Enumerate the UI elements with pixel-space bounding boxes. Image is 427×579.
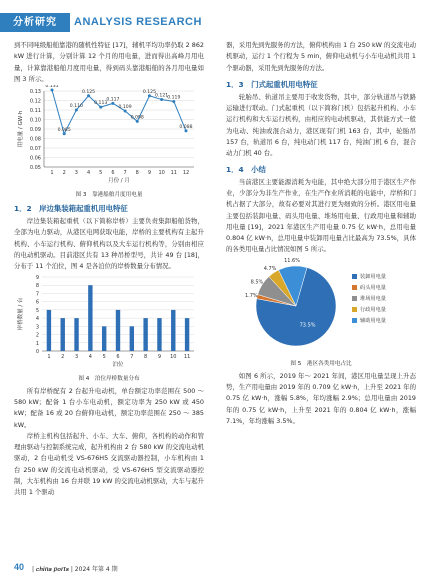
data-label: 0.121 [155, 93, 169, 99]
bar [116, 310, 120, 351]
left-column [14, 40, 204, 499]
y-tick-label: 0.10 [29, 117, 41, 124]
x-tick-label: 8 [144, 353, 148, 360]
data-label: 0.085 [57, 127, 71, 133]
y-tick-label: 0.11 [29, 108, 41, 115]
x-tick-label: 6 [116, 353, 120, 360]
x-tick-label: 2 [61, 353, 65, 360]
slice-label: 1.7% [244, 292, 258, 299]
x-tick-label: 7 [123, 170, 127, 177]
page-header [0, 0, 427, 32]
x-tick-label: 6 [111, 170, 115, 177]
paragraph: 轮胎吊、轨道吊主要用于收发货物，其中，部分轨道吊与铁路运输进行联动。门式起重机（以下简称门机）包括起升机构、小车运行机构和大车运行机构，由相应的电动机驱动，其供能方式一般为电动、纯油或混合动力，港区现有门机 163 台，其中，轮胎吊 157 台，轨道吊 6 台，纯电动门机 117 台，纯油门机 6 台，混合动力门机 40 台。 [226, 92, 416, 158]
x-tick-label: 11 [170, 170, 178, 177]
y-tick-label: 5 [35, 307, 39, 314]
x-tick-label: 10 [158, 170, 165, 177]
bar [74, 318, 78, 351]
slice-label: 4.7% [263, 265, 277, 272]
y-tick-label: 0.05 [29, 165, 41, 172]
x-tick-label: 3 [74, 353, 79, 360]
page-footer [0, 558, 427, 579]
figure-3 [14, 85, 204, 189]
data-label: 0.110 [69, 104, 83, 110]
y-tick-label: 3 [35, 324, 39, 331]
y-tick-label: 0 [35, 348, 39, 355]
x-tick-label: 8 [135, 170, 139, 177]
y-tick-label: 0.07 [29, 146, 41, 153]
berth-crane-bar-chart [14, 273, 204, 369]
y-tick-label: 2 [35, 332, 39, 339]
bar [88, 285, 92, 351]
paragraph: 器，采用先到先服务的方法，俯仰机构由 1 台 250 kW 的交流电动机驱动，运行 1 个行程为 5 min，俯仰电动机与小车电动机共用 1 个驱动器，采用先到先服务的方法。 [226, 41, 416, 72]
figure-5 [226, 256, 416, 358]
legend-label: 装卸用电量 [360, 273, 386, 280]
section-heading: 1．2 岸边集装箱起重机用电特征 [14, 204, 128, 214]
bar [157, 318, 161, 351]
x-tick-label: 4 [86, 170, 91, 177]
slice-label: 73.5% [299, 322, 316, 329]
paragraph: 岸边集装箱起重机（以下简称岸桥）主要负责集卸船舶货物，全部为电力驱动，从港区电网获取电能，岸桥的主要机构有主起升机构、小车运行机构、俯仰机构以及大车运行机构等，分别由相应的电动机驱动。目前港区共有 13 种吊桥型号，共计 49 台 [18]，分布于 11 个泊位，图 4 是各泊位的岸桥数量分布情况。 [14, 217, 204, 271]
bar [143, 318, 147, 351]
figure-caption: 图 4 泊位岸桥数量分布 [78, 375, 140, 382]
section-label: 分析研究 [0, 13, 70, 32]
paragraph: 当前港区主要能源消耗为电能，其中绝大部分用于港区生产作业，少部分为非生产作业，在生产作业所消耗的电能中，岸桥和门机占据了大部分，故有必要对其进行更为细致的分析。港区用电量主要包括装卸电量、码头用电量、堆场用电量、行政用电量和辅助用电量 [19]，2021 年港区生产用电量 0.75 亿 kW·h，总用电量 0.804 亿 kW·h，总用电量中装卸用电量占比最高为 73.5%，具体的各类用电量占比情况如图 5 所示。 [226, 177, 416, 254]
x-axis-title: 月份 / 月 [108, 178, 130, 185]
y-tick-label: 1 [35, 340, 39, 347]
x-tick-label: 9 [157, 353, 162, 360]
bar [61, 318, 65, 351]
y-tick-label: 6 [35, 299, 39, 306]
y-tick-label: 4 [35, 315, 39, 322]
bar [171, 310, 175, 351]
x-tick-label: 12 [182, 170, 190, 177]
paragraph: 如图 6 所示，2019 年～ 2021 年间，港区用电量呈现上升态势，生产用电量由 2019 年的 0.709 亿 kW·h，上升至 2021 年的 0.75 亿 kW·h，涨幅 5.8%，年均涨幅 2.9%；总用电量由 2019 年的 0.75 亿 kW·h，上升至 2021 年的 0.804 亿 kW·h，涨幅 7.1%，年均涨幅 3.5%。 [226, 371, 416, 425]
x-tick-label: 5 [99, 170, 103, 177]
section-heading: 1．4 小结 [226, 164, 266, 174]
x-tick-label: 3 [74, 170, 78, 177]
paragraph: 到不同吨级船舶靠港的随机性特征 [17]，辅机平均功率仍取 2 862 kW 进行计算，分别计算 12 个月的用电量，进而得出高峰月用电量，计算靠港船舶月度用电量，得到码头靠港船舶的各月用电量如图 3 所示。 [14, 41, 204, 83]
legend-label: 辅助用电量 [360, 317, 386, 324]
x-tick-label: 10 [170, 353, 177, 360]
x-tick-label: 2 [62, 170, 66, 177]
x-tick-label: 5 [102, 353, 106, 360]
y-tick-label: 0.08 [29, 136, 41, 143]
x-tick-label: 4 [88, 353, 92, 360]
y-tick-label: 0.06 [29, 155, 41, 162]
power-share-pie-chart [226, 256, 416, 354]
legend-swatch [352, 274, 357, 279]
y-tick-label: 0.13 [29, 89, 41, 96]
monthly-power-line-chart [14, 85, 204, 185]
paragraph: 所有岸桥配有 2 台起升电动机，单台额定功率范围在 500 ～ 580 kW；配备 1 台小车电动机，额定功率为 250 kW 或 450 kW；配备 16 或 20 台俯仰电动机，额定功率范围在 250 ～ 385 kW。 [14, 386, 204, 429]
data-label: 0.113 [94, 101, 108, 107]
section-heading: 1．3 门式起重机用电特征 [226, 79, 318, 89]
data-label: 0.119 [167, 95, 181, 101]
y-axis-title: 用电量 / GW·h [18, 110, 24, 148]
data-label: 0.098 [130, 115, 144, 121]
y-tick-label: 7 [35, 291, 39, 298]
section-label-en: ANALYSIS RESEARCH [74, 16, 202, 28]
legend-swatch [352, 318, 357, 323]
bar [185, 318, 189, 351]
slice-label: 8.5% [250, 279, 264, 286]
slice-label: 11.6% [284, 257, 300, 264]
data-label: 0.117 [106, 97, 120, 103]
x-axis-title: 泊位 [112, 361, 124, 368]
x-tick-label: 1 [47, 353, 51, 360]
y-tick-label: 0.09 [29, 127, 41, 134]
data-label: 0.125 [142, 89, 157, 95]
y-tick-label: 9 [35, 274, 39, 281]
legend-label: 堆场用电量 [360, 295, 386, 302]
bar [102, 326, 106, 351]
y-axis-title: 岸桥数量 / 台 [18, 297, 24, 331]
y-tick-label: 8 [35, 282, 39, 289]
x-tick-label: 1 [50, 170, 54, 177]
legend-swatch [352, 285, 357, 290]
data-label: 0.109 [118, 105, 132, 111]
x-tick-label: 11 [183, 353, 191, 360]
legend-label: 行政用电量 [360, 306, 386, 313]
x-tick-label: 9 [147, 170, 152, 177]
x-tick-label: 7 [130, 353, 134, 360]
figure-4 [14, 273, 204, 373]
y-tick-label: 0.12 [29, 98, 41, 105]
page-number: 40 [14, 562, 25, 572]
data-label: 0.125 [81, 89, 96, 95]
legend-swatch [352, 307, 357, 312]
figure-caption: 图 3 靠港船舶月度用电量 [75, 192, 143, 199]
bar [47, 310, 51, 351]
data-label: 0.131 [45, 85, 59, 90]
journal-name: | 𝒄𝒉𝒊𝒏𝒂 𝒑𝒐𝒓𝒕𝒔 | 2024 年第 4 期 [32, 566, 118, 573]
figure-caption: 图 5 港区各类用电占比 [290, 360, 352, 367]
paragraph: 岸桥主机构包括起升、小车、大车、俯仰，各机构的动作和管理由驱动与控制系统完成，起升机构由 2 台 580 kW 的交流电动机驱动，2 台电动机受 VS-676H5 交流驱动器控制，小车机构由 1 台 250 kW 的交流电动机驱动，受 VS-676H5 型交流驱动器控制，大车机构由 16 台并联 19 kW 的交流电动机驱动，大车与起升共用 1 个驱动 [14, 431, 204, 497]
data-label: 0.088 [179, 125, 193, 131]
bar [130, 326, 134, 351]
legend-swatch [352, 296, 357, 301]
right-column [226, 40, 416, 427]
legend-label: 码头用电量 [360, 284, 386, 291]
